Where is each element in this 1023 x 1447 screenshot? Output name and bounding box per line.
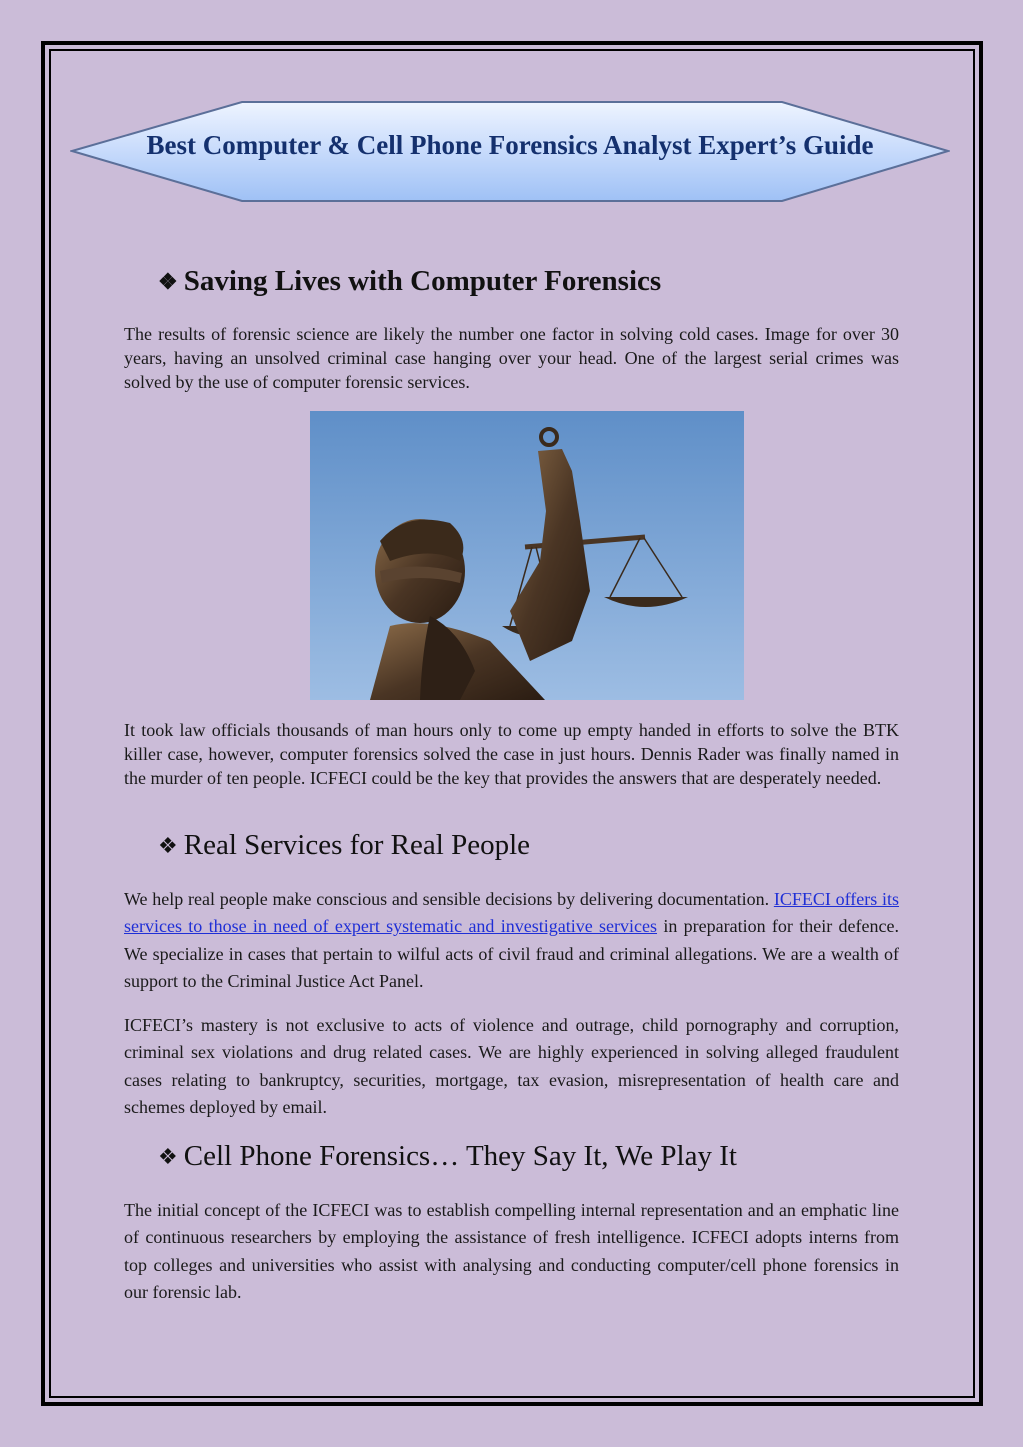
diamond-bullet-icon: ❖: [158, 268, 178, 294]
section-heading-text: Cell Phone Forensics… They Say It, We Play It: [183, 1140, 737, 1172]
diamond-bullet-icon: ❖: [158, 1143, 178, 1169]
title-banner: [70, 100, 950, 203]
paragraph-mastery: ICFECI’s mastery is not exclusive to acts of violence and outrage, child pornography and corruption, criminal sex violations and drug related cases. We are highly experienced in solving alleged fraudulent cases relating to bankruptcy, securities, mortgage, tax evasion, misrepresentation of health care and schemes deployed by email.: [124, 1015, 899, 1117]
paragraph-btk-case: It took law officials thousands of man hours only to come up empty handed in efforts to solve the BTK killer case, however, computer forensics solved the case in just hours. Dennis Rader was finally named in the murder of ten people. ICFECI could be the key that provides the answers that are desperately needed.: [124, 720, 899, 788]
paragraph-text: in preparation for their defence. We specialize in cases that pertain to wilful acts of civil fraud and criminal allegations. We are a wealth of support to the Criminal Justice Act Panel.: [124, 916, 899, 991]
paragraph-real-people: [124, 886, 899, 995]
section-heading-cell-phone: [158, 1140, 737, 1173]
lady-justice-photo: [310, 411, 744, 700]
paragraph-initial-concept: The initial concept of the ICFECI was to establish compelling internal representation and an emphatic line of continuous researchers by employing the assistance of fresh intelligence. ICFECI adopts interns from top colleges and universities who assist with analysing and conducting computer/cell phone forensics in our forensic lab.: [124, 1200, 899, 1302]
paragraph-cold-cases: The results of forensic science are likely the number one factor in solving cold cases. Image for over 30 years, having an unsolved criminal case hanging over your head. One of the largest serial crimes was solved by the use of computer forensic services.: [124, 324, 899, 392]
section-heading-text: Real Services for Real People: [183, 829, 531, 861]
diamond-bullet-icon: ❖: [158, 832, 178, 858]
page-title: Best Computer & Cell Phone Forensics Analyst Expert’s Guide: [146, 130, 874, 160]
section-heading-saving-lives: [158, 265, 661, 298]
lady-justice-statue-image: [310, 411, 744, 700]
section-heading-real-services: [158, 829, 530, 862]
icfeci-services-link[interactable]: ICFECI offers its services to those in need of expert systematic and investigative services: [124, 889, 899, 937]
section-heading-text: Saving Lives with Computer Forensics: [183, 265, 662, 297]
paragraph-text: We help real people make conscious and sensible decisions by delivering documentation.: [124, 889, 774, 909]
